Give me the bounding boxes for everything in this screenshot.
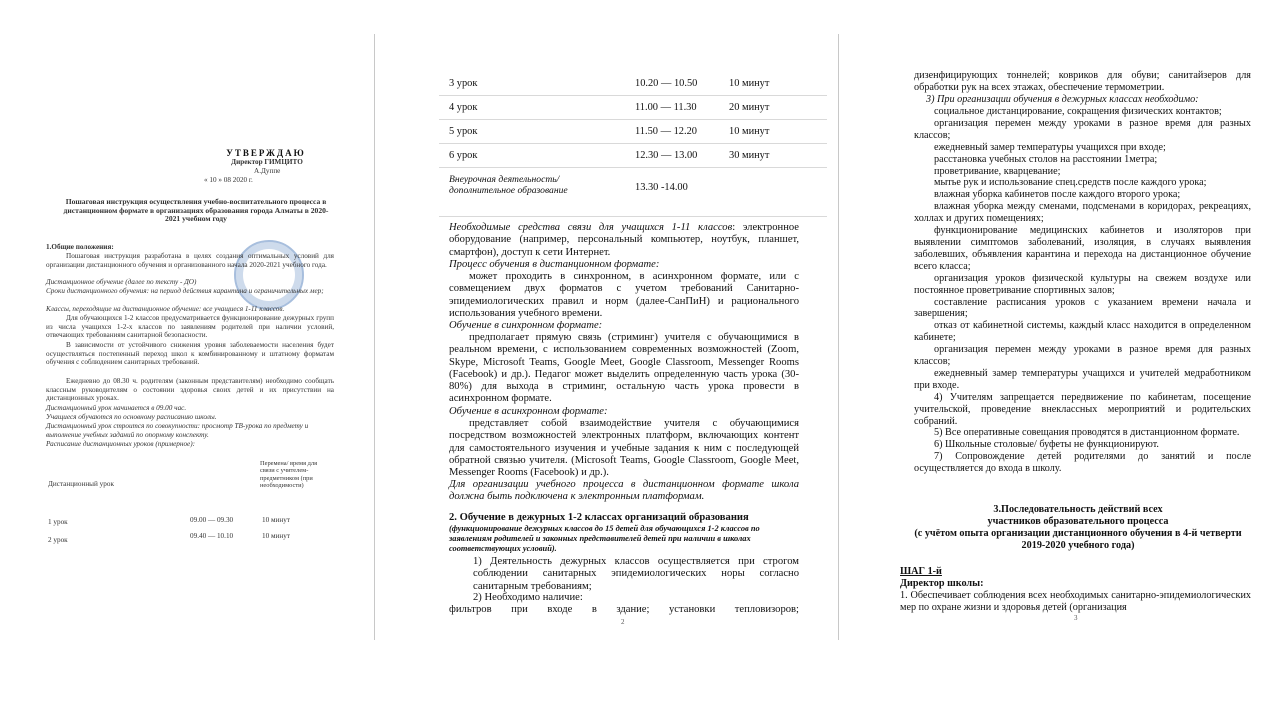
table-row — [439, 72, 827, 96]
paragraph: представляет собой взаимодействие учителя с обучающимися посредством возможностей электронных платформ, включающих контент для самостоятельного изучения и учебные задания к ним с последующей обратной связью учителя. (Microsoft Teams, Google Classroom, Google Meet, Messenger Rooms (Facebook) и др.). — [449, 418, 799, 479]
list-item: 1. Обеспечивает соблюдения всех необходимых санитарно-эпидемиологических мер по охране жизни и здоровья детей (организация — [900, 590, 1251, 613]
table-cell: 6 урок — [449, 150, 478, 161]
means-text: : электронное оборудование (например, персональный компьютер, ноутбук, планшет, смартфон), доступ к сети Интернет. — [449, 222, 799, 258]
paragraph: может проходить в синхронном, в асинхронном формате, или с совмещением двух форматов с учетом требований Санитарно-эпидемиологических правил и норм (далее-СанПиН) и рационального использования учебного времени. — [449, 271, 799, 319]
table-cell: 11.50 — 12.20 — [635, 126, 697, 137]
paragraph — [449, 222, 799, 259]
paragraph: Для организации учебного процесса в дистанционном формате школа должна быть подключена к электронным платформам. — [449, 479, 799, 503]
document-page-3 — [898, 68, 1258, 628]
section-heading: 1.Общие положения: — [46, 243, 114, 251]
table-cell: 3 урок — [449, 78, 478, 89]
table-cell: 10 минут — [729, 126, 770, 137]
list-item: 6) Школьные столовые/ буфеты не функционируют. — [934, 439, 1159, 451]
table-cell: 13.30 -14.00 — [635, 182, 688, 193]
section-note: (функционирование дежурных классов до 15 детей для обучающихся 1-2 классов по заявлениям родителей и законных представителей детей при наличии в школах соответствующих условий). — [449, 524, 760, 553]
table-row — [439, 144, 827, 168]
definition: Дистанционный урок строится по совокупности: просмотр ТВ-урока по предмету и выполнение учебных заданий по опорному конспекту. — [46, 422, 309, 439]
document-page-1 — [38, 100, 338, 580]
table-cell: 20 минут — [729, 102, 770, 113]
approve-title: УТВЕРЖДАЮ — [226, 148, 306, 158]
definition: Дистанционный урок начинается в 09.00 час. — [46, 404, 187, 412]
table-header: Дистанционный урок — [48, 480, 114, 488]
list-item: организация перемен между уроками в разное время для разных классов; — [914, 344, 1251, 368]
heading-line: участников образовательного процесса — [987, 515, 1169, 527]
list-item: ежедневный замер температуры учащихся и учителей медработником при входе. — [914, 367, 1251, 391]
table-cell: 09.40 — 10.10 — [190, 532, 234, 540]
table-cell: 10.20 — 10.50 — [635, 78, 698, 89]
table-cell: 5 урок — [449, 126, 478, 137]
paragraph: предполагает прямую связь (стриминг) учителя с обучающимися в реальном времени, с использованием современных возможностей (Zoom, Skype, Microsoft Teams, Google Meet, Google Classroom, Messenger Rooms (Facebook) и др.). Педагог может выделить определенную часть урока (30-80%) для выхода в стриминг, остальную часть урока провести в асинхронном формате. — [449, 332, 799, 405]
page-number: 3 — [1074, 614, 1078, 622]
list-item: функционирование медицинских кабинетов и изоляторов при выявлении симптомов заболеваний, изоляция, в случаях выявления заболевших, объявления карантина и перехода на дистанционное обучение всего класса; — [914, 225, 1251, 272]
section-heading: 2. Обучение в дежурных 1-2 классах организаций образования — [449, 512, 749, 523]
list-item: 4) Учителям запрещается передвижение по кабинетам, посещение учительской, проведение внеклассных мероприятий и родительских собраний. — [914, 391, 1251, 427]
list-item: 7) Сопровождение детей родителями до занятий и после осуществляется до входа в школу. — [914, 451, 1251, 475]
document-page-2 — [374, 34, 839, 640]
table-cell: Внеурочная деятельность/дополнительное образование — [449, 174, 568, 197]
table-row — [439, 120, 827, 144]
list-item: влажная уборка кабинетов после каждого второго урока; — [934, 189, 1181, 201]
approve-director: Директор ГИМЦИТО — [231, 158, 303, 166]
paragraph: Для обучающихся 1-2 классов предусматривается функционирование дежурных групп из числа учащихся 1-2-х классов по заявлениям родителей при наличии условий, отвечающих требованиям санитарной безопасности. — [46, 314, 334, 340]
table-cell: 4 урок — [449, 102, 478, 113]
section-heading — [898, 504, 1258, 552]
definition: Дистанционное обучение (далее по тексту - ДО) — [46, 278, 197, 286]
approve-signature: А.Дуппе — [254, 167, 281, 175]
list-item: мытье рук и использование спец.средств после каждого урока; — [934, 177, 1207, 189]
table-row — [439, 96, 827, 120]
table-cell: 1 урок — [48, 518, 68, 526]
list-item: влажная уборка между сменами, подсменами в коридорах, рекреациях, холлах и других помещениях; — [914, 201, 1251, 225]
step-heading: ШАГ 1-й — [900, 566, 942, 577]
list-item: проветривание, кварцевание; — [934, 165, 1061, 177]
table-cell: 10 минут — [262, 532, 290, 540]
subheading: Процесс обучения в дистанционном формате: — [449, 259, 660, 270]
paragraph: дизенфицирующих тоннелей; ковриков для обуви; санитайзеров для обработки рук на всех этажах, обеспечение термометрии. — [914, 70, 1251, 93]
heading-line: 3.Последовательность действий всех — [993, 504, 1163, 515]
bullet-list — [914, 106, 1251, 475]
table-cell: 2 урок — [48, 536, 68, 544]
list-item: составление расписания уроков с указанием времени начала и завершения; — [914, 296, 1251, 320]
means-lead: Необходимые средства связи для учащихся 1-11 классов — [449, 222, 733, 233]
doc-title: Пошаговая инструкция осуществления учебно-воспитательного процесса в дистанционном формате в организациях образования города Алматы в 2020-2021 учебном году — [63, 197, 329, 224]
definition: Классы, переходящие на дистанционное обучение: все учащиеся 1-11 классов. — [46, 305, 285, 313]
list-item: расстановка учебных столов на расстоянии 1метра; — [934, 153, 1158, 165]
list-item: социальное дистанцирование, сокращения физических контактов; — [934, 106, 1222, 117]
table-cell: 09.00 — 09.30 — [190, 516, 234, 524]
approve-date: « 10 » 08 2020 г. — [204, 176, 253, 184]
list-item: отказ от кабинетной системы, каждый класс находится в определенном кабинете; — [914, 320, 1251, 344]
paragraph: Пошаговая инструкция разработана в целях создания оптимальных условий для организации дистанционного обучения и организованного начала 2020-2021 учебного года. — [46, 252, 334, 269]
list-item: 1) Деятельность дежурных классов осуществляется при строгом соблюдении санитарных эпидемиологических норы согласно санитарным требованиям; — [473, 556, 799, 592]
table-row — [439, 168, 827, 217]
definition: Расписание дистанционных уроков (примерное): — [46, 440, 196, 448]
list-item: 3) При организации обучения в дежурных классах необходимо: — [926, 94, 1199, 105]
step-role: Директор школы: — [900, 578, 984, 589]
list-item: 2) Необходимо наличие: — [473, 592, 583, 603]
table-cell: 11.00 — 11.30 — [635, 102, 697, 113]
table-cell: 10 минут — [262, 516, 290, 524]
list-item: ежедневный замер температуры учащихся при входе; — [934, 141, 1166, 153]
heading-line: 2019-2020 учебного года) — [1021, 539, 1135, 551]
definition: Сроки дистанционного обучения: на период действия карантина и ограничительных мер; — [46, 287, 324, 295]
subheading: Обучение в синхронном формате: — [449, 320, 603, 331]
table-cell: 12.30 — 13.00 — [635, 150, 698, 161]
table-cell: 10 минут — [729, 78, 770, 89]
list-item: организация уроков физической культуры на свежем воздухе или постоянное проветривание спортивных залов; — [914, 272, 1251, 296]
paragraph: В зависимости от устойчивого снижения уровня заболеваемости населения будет осуществляться постепенный переход школ к комбинированному и штатному форматам обучения с соблюдением санитарных требований. — [46, 341, 334, 367]
paragraph: фильтров при входе в здание; установки тепловизоров; — [449, 604, 799, 615]
table-cell: 30 минут — [729, 150, 770, 161]
page-number: 2 — [621, 618, 625, 626]
heading-line: (с учётом опыта организации дистанционного обучения в 4-й четверти — [914, 527, 1242, 539]
subheading: Обучение в асинхронном формате: — [449, 406, 608, 417]
definition: Учащиеся обучаются по основному расписанию школы. — [46, 413, 217, 421]
paragraph: Ежедневно до 08.30 ч. родителям (законным представителям) необходимо сообщать классным руководителям о состоянии здоровья своих детей и их присутствии на дистанционных уроках. — [46, 377, 334, 403]
table-header: Перемена/ время для связи с учителем-предметником (при необходимости) — [260, 460, 318, 490]
schedule-table — [439, 72, 827, 217]
list-item: организация перемен между уроками в разное время для разных классов; — [914, 117, 1251, 141]
list-item: 5) Все оперативные совещания проводятся в дистанционном формате. — [934, 427, 1240, 439]
